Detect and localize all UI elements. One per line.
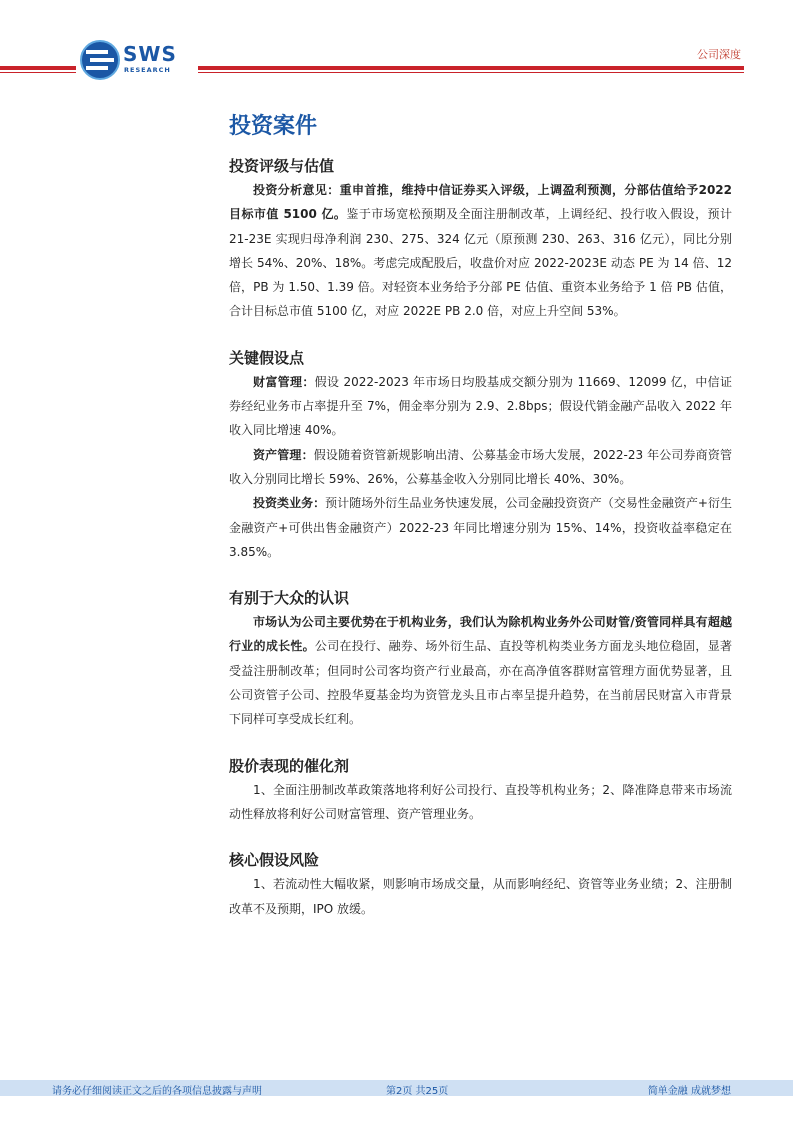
paragraph-body: 鉴于市场宽松预期及全面注册制改革，上调经纪、投行收入假设，预计 21-23E 实现归母净利润 230、275、324 亿元（原预测 230、263、316 亿元），同比分别增长 54%、20%、18%。考虑完成配股后，收盘价对应 2022-2023E 动态 PE 为 14 倍、12 倍，PB 为 1.50、1.39 倍。对轻资本业务给予分部 PE 估值、重资本业务给予 1 倍 PB 估值，合计目标总市值 5100 亿，对应 2022E PB 2.0 倍，对应上升空间 53%。 xyxy=(229,207,732,319)
paragraph-lead: 财富管理： xyxy=(253,374,315,389)
section-paragraph xyxy=(229,610,732,731)
main-content xyxy=(229,112,732,921)
paragraph-body: 假设随着资管新规影响出清、公募基金市场大发展，2022-23 年公司券商资管收入分别同比增长 59%、26%，公募基金收入分别同比增长 40%、30%。 xyxy=(229,447,732,486)
logo-text: SWS xyxy=(123,42,177,66)
section-paragraph xyxy=(229,178,732,324)
logo-subtext: RESEARCH xyxy=(124,66,171,74)
section-paragraph xyxy=(229,443,732,492)
section-heading: 股价表现的催化剂 xyxy=(229,756,350,775)
page-footer xyxy=(0,1080,793,1096)
section-paragraph xyxy=(229,370,732,443)
section-gap xyxy=(229,732,732,754)
paragraph-lead: 投资分析意见：重申首推，维持中信证券买入评级，上调盈利预测，分部估值给予2022 目标市值 5100 亿。 xyxy=(229,183,732,222)
section-heading: 核心假设风险 xyxy=(229,851,320,870)
footer-page-number: 第2页 共25页 xyxy=(386,1086,449,1097)
paragraph-lead: 市场认为公司主要优势在于机构业务，我们认为除机构业务外公司财管/资管同样具有超越行业的成长性。 xyxy=(229,615,732,654)
paragraph-lead: 资产管理： xyxy=(253,447,314,462)
header-rule xyxy=(0,66,76,70)
header-rule xyxy=(198,66,744,70)
section-gap xyxy=(229,826,732,848)
page-header xyxy=(0,0,793,90)
section-paragraph xyxy=(229,778,732,827)
footer-slogan: 简单金融 成就梦想 xyxy=(647,1086,731,1097)
section-paragraph xyxy=(229,491,732,564)
sections-container xyxy=(229,154,732,921)
section-heading: 有别于大众的认识 xyxy=(229,589,350,608)
paragraph-body: 假设 2022-2023 年市场日均股基成交额分别为 11669、12099 亿，中信证券经纪业务市占率提升至 7%，佣金率分别为 2.9、2.8bps；假设代销金融产品收入 2022 年收入同比增速 40%。 xyxy=(229,374,732,438)
paragraph-body: 预计随场外衍生品业务快速发展，公司金融投资资产（交易性金融资产+衍生金融资产+可供出售金融资产）2022-23 年同比增速分别为 15%、14%，投资收益率稳定在 3.85%。 xyxy=(229,496,732,559)
sws-globe-icon xyxy=(80,40,120,80)
section-gap xyxy=(229,564,732,586)
section-paragraph xyxy=(229,872,732,921)
header-rule xyxy=(0,72,76,73)
report-type-tag: 公司深度 xyxy=(697,48,741,61)
section-gap xyxy=(229,324,732,346)
page-title: 投资案件 xyxy=(229,114,318,139)
section-heading: 投资评级与估值 xyxy=(229,157,335,175)
paragraph-lead: 投资类业务： xyxy=(253,496,326,511)
section-heading: 关键假设点 xyxy=(229,348,305,367)
paragraph-body: 公司在投行、融券、场外衍生品、直投等机构类业务方面龙头地位稳固，显著受益注册制改革；但同时公司客均资产行业最高，亦在高净值客群财富管理方面优势显著，且公司资管子公司、控股华夏基金均为资管龙头且市占率呈提升趋势，在当前居民财富入市背景下同样可享受成长红利。 xyxy=(229,639,732,727)
paragraph-body: 1、若流动性大幅收紧，则影响市场成交量，从而影响经纪、资管等业务业绩；2、注册制改革不及预期，IPO 放缓。 xyxy=(229,877,732,916)
paragraph-body: 1、全面注册制改革政策落地将利好公司投行、直投等机构业务；2、降准降息带来市场流动性释放将利好公司财富管理、资产管理业务。 xyxy=(229,782,732,821)
header-rule xyxy=(198,72,744,73)
sws-logo xyxy=(80,40,190,80)
footer-disclaimer: 请务必仔细阅读正文之后的各项信息披露与声明 xyxy=(52,1086,262,1097)
